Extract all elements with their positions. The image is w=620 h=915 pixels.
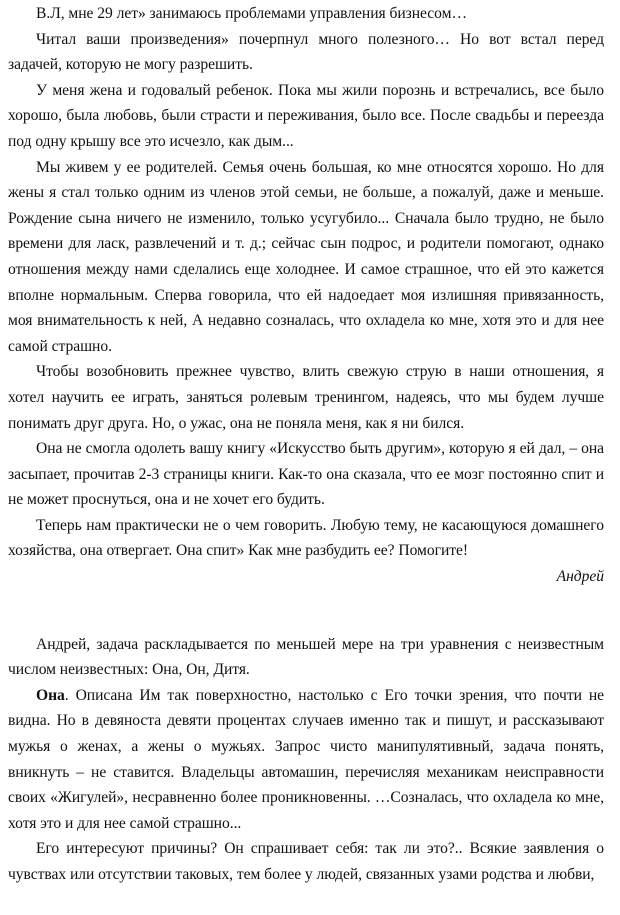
letter-paragraph-2: Читал ваши произведения» почерпнул много полезного… Но вот встал перед задачей, которую не могу разрешить. [8, 30, 604, 74]
letter-paragraph-4: Мы живем у ее родителей. Семья очень большая, ко мне относятся хорошо. Но для жены я стал только одним из членов этой семьи, не больше, а пожалуй, даже и меньше. Рождение сына ничего не изменило, только усугубило... Сначала было трудно, не было времени для ласк, развлечений и т. д.; сейчас сын подрос, и родители помогают, однако отношения между нами сделались еще холоднее. И самое страшное, что ей это кажется вполне нормальным. Сперва говорила, что ей надоедает моя излишняя привязанность, моя внимательность к ней, А недавно созналась, что охладела ко мне, хотя это и для нее самой страшно. [8, 158, 604, 355]
letter-signature: Андрей [556, 568, 604, 586]
section-spacer [8, 590, 604, 632]
answer-she-heading: Она [36, 686, 65, 704]
answer-she-text: . Описана Им так поверхностно, настолько с Его точки зрения, что почти не видна. Но в девяноста девяти процентах случаев именно так и пишут, и рассказывают мужья о женах, а жены о мужьях. Запрос чисто манипулятивный, задача понять, вникнуть – не ставится. Владельцы автомашин, перечисляя механикам неисправности своих «Жигулей», несравненно более проникновенны. …Созналась, что охладела ко мне, хотя это и для нее самой страшно... [8, 686, 604, 832]
letter-paragraph-5: Чтобы возобновить прежнее чувство, влить свежую струю в наши отношения, я хотел научить ее играть, заняться ролевым тренингом, надеясь, что мы будем лучше понимать друг друга. Но, о ужас, она не поняла меня, как я ни бился. [8, 363, 604, 432]
letter-paragraph-7: Теперь нам практически не о чем говорить. Любую тему, не касающуюся домашнего хозяйства, она отвергает. Она спит» Как мне разбудить ее? Помогите! [8, 516, 604, 560]
letter-paragraph-3: У меня жена и годовалый ребенок. Пока мы жили порознь и встречались, все было хорошо, была любовь, были страсти и переживания, было все. После свадьбы и переезда под одну крышу все это исчезло, как дым... [8, 81, 604, 150]
answer-last-paragraph: Его интересуют причины? Он спрашивает себя: так ли это?.. Всякие заявления о чувствах или отсутствии таковых, тем более у людей, связанных узами родства и любви, [8, 840, 604, 883]
answer-intro: Андрей, задача раскладывается по меньшей мере на три уравнения с неизвестным числом неизвестных: Она, Он, Дитя. [8, 635, 604, 679]
letter-paragraph-6: Она не смогла одолеть вашу книгу «Искусство быть другим», которую я ей дал, – она засыпает, прочитав 2-3 страницы книги. Как-то она сказала, что ее мозг постоянно спит и не может проснуться, она и не хочет его будить. [8, 440, 604, 509]
letter-paragraph-1: В.Л, мне 29 лет» занимаюсь проблемами управления бизнесом… [36, 5, 467, 22]
answer-she-paragraph [8, 683, 604, 837]
